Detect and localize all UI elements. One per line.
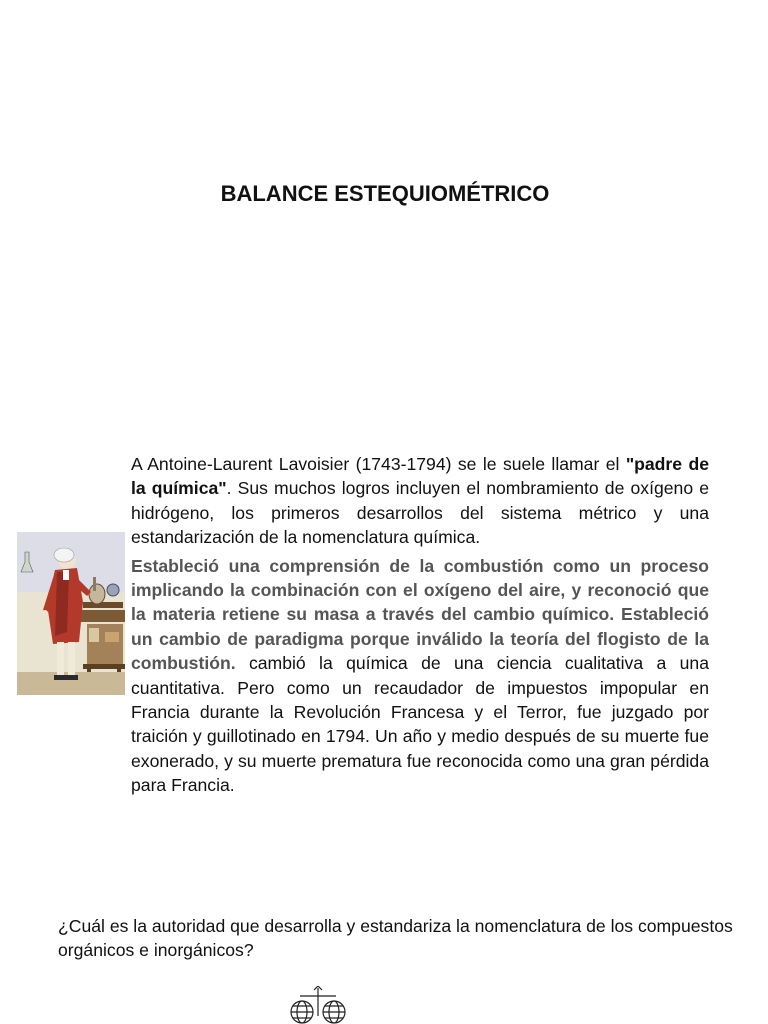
page-title	[0, 181, 768, 207]
iupac-globe-scale-logo-icon	[286, 986, 350, 1024]
bio-rest-text: cambió la química de una ciencia cualitativa a una cuantitativa. Pero como un recaudador de impuestos impopular en Francia durante la Revolución Francesa y el Terror, fue juzgado por traición y guillotinado en 1794. Un año y medio después de su muerte fue exonerado, y su muerte prematura fue reconocida como una gran pérdida para Francia.	[131, 653, 709, 796]
lavoisier-portrait-image	[17, 532, 125, 695]
question-text: ¿Cuál es la autoridad que desarrolla y estandariza la nomenclatura de los compuestos orgánicos e inorgánicos?	[58, 916, 733, 961]
bio-bold-phrase: "padre de la química"	[131, 454, 709, 499]
biography-text	[131, 452, 709, 798]
page-title-text: BALANCE ESTEQUIOMÉTRICO	[220, 181, 550, 206]
bio-intro-text: A Antoine-Laurent Lavoisier (1743-1794) se le suele llamar el	[131, 454, 626, 474]
biography-paragraph-1	[131, 452, 709, 550]
bio-intro-rest: . Sus muchos logros incluyen el nombramiento de oxígeno e hidrógeno, los primeros desarrollos del sistema métrico y una estandarización de la nomenclatura química.	[131, 478, 709, 548]
biography-paragraph-2	[131, 554, 709, 798]
bio-highlight-text: Estableció una comprensión de la combustión como un proceso implicando la combinación con el oxígeno del aire, y reconoció que la materia retiene su masa a través del cambio químico. Estableció un cambio de paradigma porque inválido la teoría del flogisto de la combustión.	[131, 555, 709, 674]
